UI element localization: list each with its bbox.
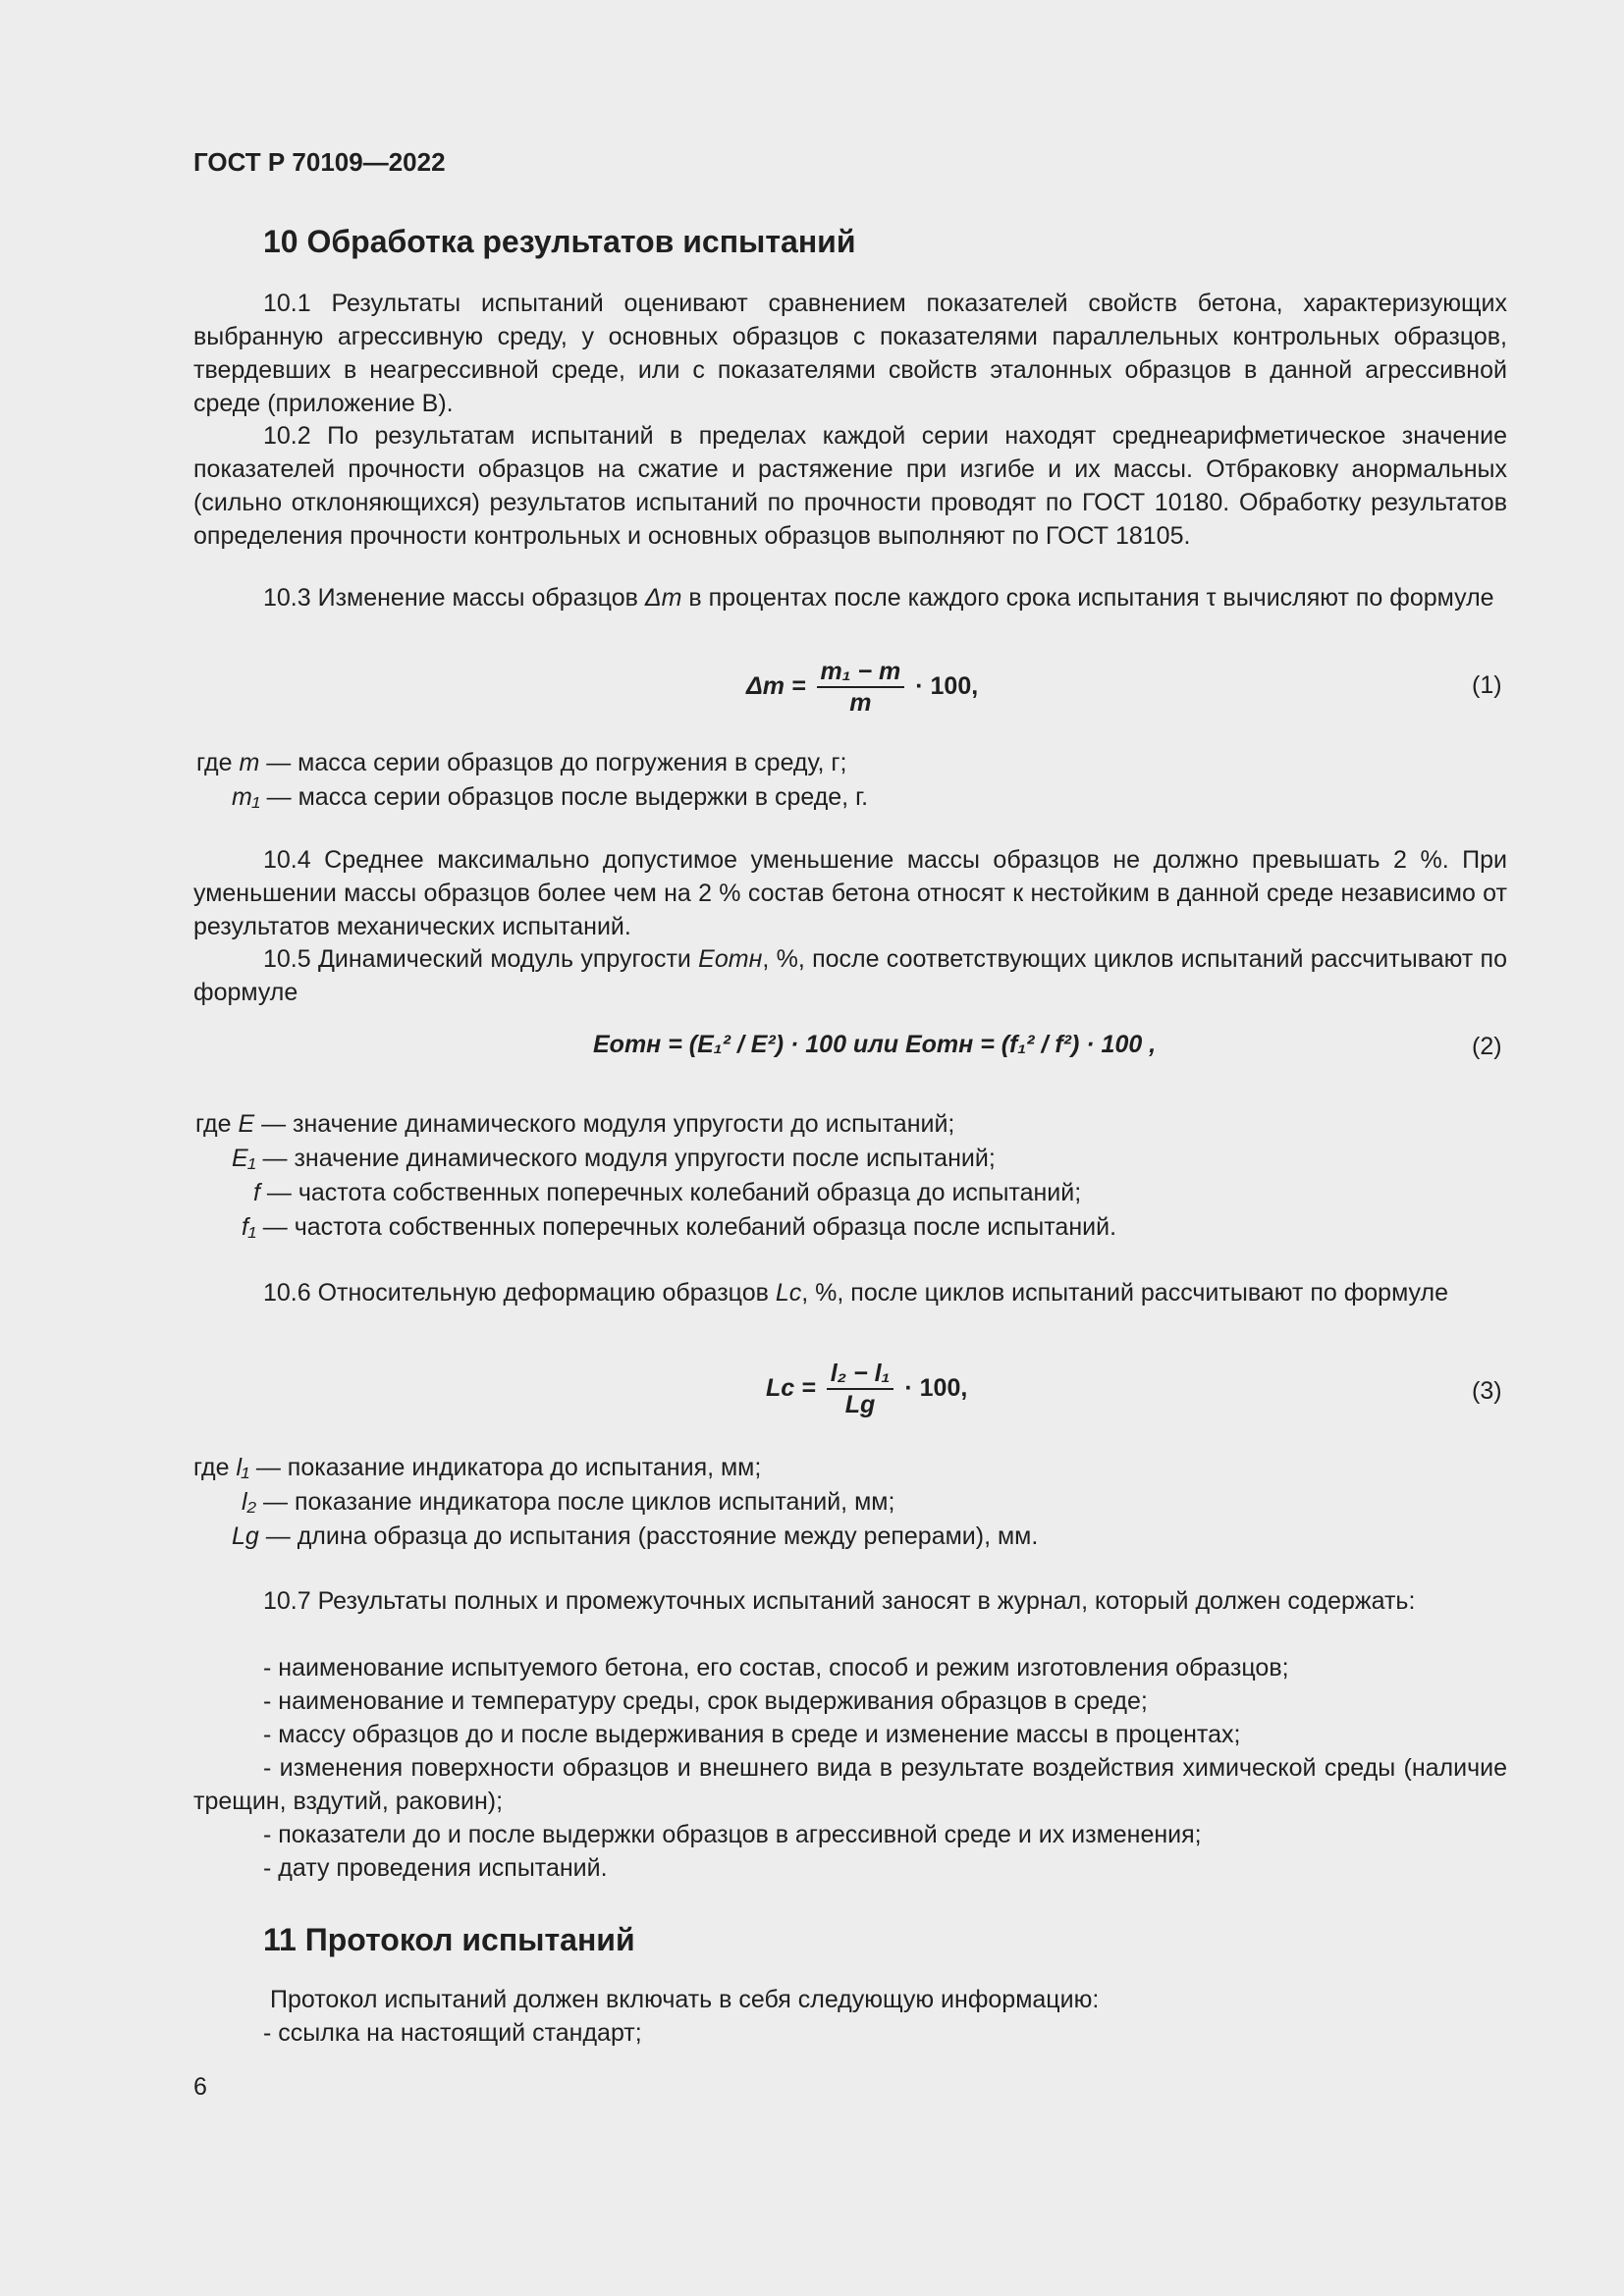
formula-1-definitions [193, 746, 868, 815]
list-item: - наименование испытуемого бетона, его состав, способ и режим изготовления образцов; [263, 1654, 1289, 1682]
list-item: - показатели до и после выдержки образцов в агрессивной среде и их изменения; [263, 1821, 1202, 1848]
list-item: - массу образцов до и после выдерживания в среде и изменение массы в процентах; [263, 1721, 1241, 1748]
section-10-heading: 10 Обработка результатов испытаний [263, 224, 856, 259]
section-11-intro: Протокол испытаний должен включать в себя следующую информацию: [270, 1986, 1100, 2013]
paragraph-10-3: 10.3 Изменение массы образцов Δm в процентах после каждого срока испытания τ вычисляют по формуле [263, 584, 1494, 612]
page-number: 6 [193, 2073, 207, 2101]
formula-1: Δm = $\frac{\text{m₁ − m}}{m}$ · 100, [746, 658, 979, 717]
definition-row: f — частота собственных поперечных колебаний образца до испытаний; [253, 1179, 1082, 1206]
paragraph-10-6: 10.6 Относительную деформацию образцов Lc, %, после циклов испытаний рассчитывают по формуле [263, 1279, 1448, 1307]
definition-row: где l₁ — показание индикатора до испытания, мм; [193, 1454, 762, 1481]
definition-row: m₁ — масса серии образцов после выдержки в среде, г. [232, 783, 869, 811]
paragraph-10-5: 10.5 Динамический модуль упругости Eотн, %, после соответствующих циклов испытаний рассчитывают по формуле [193, 945, 1507, 1006]
formula-1-number: (1) [1472, 671, 1502, 699]
formula-3-number: (3) [1472, 1377, 1502, 1405]
definition-row: Lg — длина образца до испытания (расстояние между реперами), мм. [232, 1522, 1039, 1550]
formula-2-number: (2) [1472, 1033, 1502, 1060]
formula-3-definitions [193, 1451, 1038, 1554]
definition-row: где E — значение динамического модуля упругости до испытаний; [195, 1110, 955, 1138]
document-header: ГОСТ Р 70109—2022 [193, 147, 446, 177]
journal-contents-list [193, 1651, 1507, 1885]
list-item: - дату проведения испытаний. [263, 1854, 608, 1882]
definition-row: где m — масса серии образцов до погружения в среду, г; [196, 749, 847, 776]
section-11-heading: 11 Протокол испытаний [263, 1922, 635, 1957]
formula-2: Eотн = (E₁² / E²) · 100 или Eотн = (f₁² / f²) · 100 , [593, 1031, 1157, 1058]
definition-row: l₂ — показание индикатора после циклов испытаний, мм; [242, 1488, 895, 1516]
paragraph-10-4: 10.4 Среднее максимально допустимое уменьшение массы образцов не должно превышать 2 %. При уменьшении массы образцов более чем на 2 % состав бетона относят к нестойким в данной среде независимо от результатов механических испытаний. [193, 846, 1507, 940]
paragraph-10-7: 10.7 Результаты полных и промежуточных испытаний заносят в журнал, который должен содержать: [263, 1587, 1416, 1615]
protocol-contents-list [193, 2016, 1507, 2050]
list-item: - наименование и температуру среды, срок выдерживания образцов в среде; [263, 1687, 1148, 1715]
formula-3: Lc = $\frac{\text{l₂ − l₁}}{Lg}$ · 100, [766, 1360, 968, 1418]
list-item: - изменения поверхности образцов и внешнего вида в результате воздействия химической среды (наличие трещин, вздутий, раковин); [193, 1754, 1507, 1815]
definition-row: f₁ — частота собственных поперечных колебаний образца после испытаний. [242, 1213, 1117, 1241]
definition-row: E₁ — значение динамического модуля упругости после испытаний; [232, 1145, 996, 1172]
paragraph-10-1: 10.1 Результаты испытаний оценивают сравнением показателей свойств бетона, характеризующих выбранную агрессивную среду, у основных образцов с показателями параллельных контрольных образцов, твердевших в неагрессивной среде, или с показателями свойств эталонных образцов в данной агрессивной среде (приложение В). [193, 290, 1507, 417]
paragraph-10-2: 10.2 По результатам испытаний в пределах каждой серии находят среднеарифметическое значение показателей прочности образцов на сжатие и растяжение при изгибе и их массы. Отбраковку анормальных (сильно отклоняющихся) результатов испытаний по прочности проводят по ГОСТ 10180. Обработку результатов определения прочности контрольных и основных образцов выполняют по ГОСТ 18105. [193, 422, 1507, 550]
formula-2-definitions [193, 1107, 1116, 1245]
list-item: - ссылка на настоящий стандарт; [263, 2019, 642, 2047]
